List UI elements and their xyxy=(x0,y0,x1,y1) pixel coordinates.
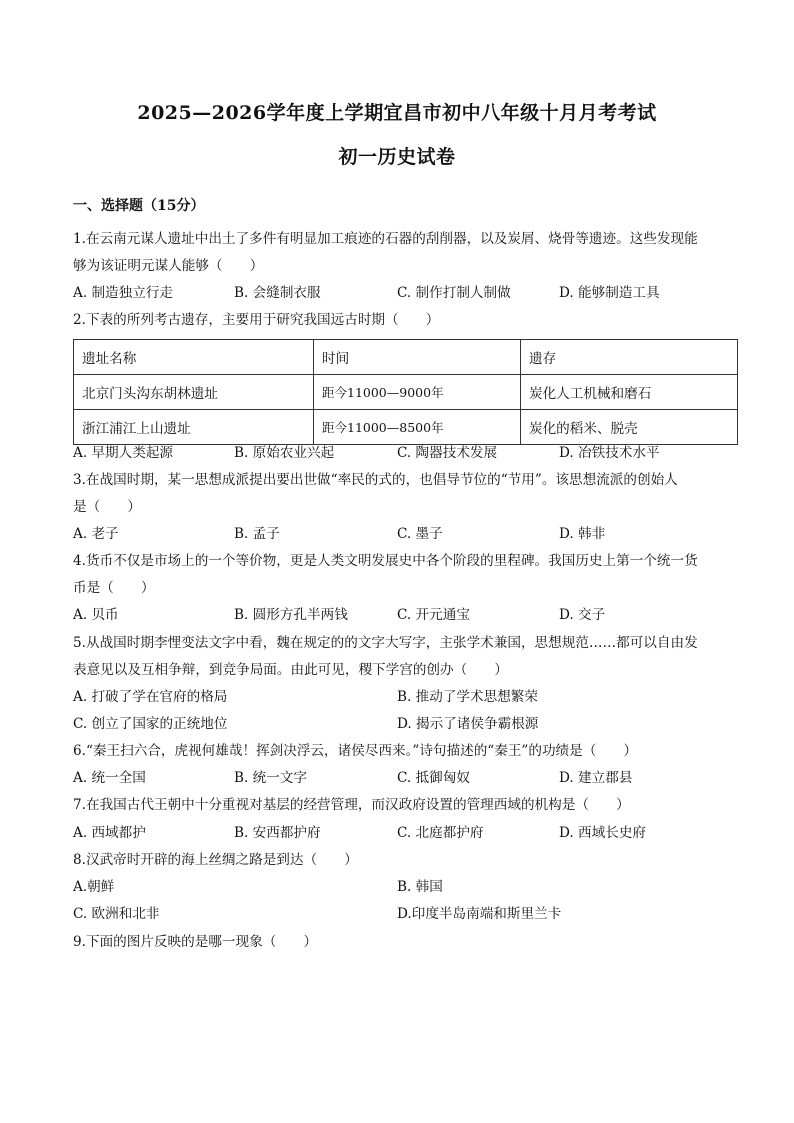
option-d[interactable]: D. 西域长史府 xyxy=(559,825,647,841)
option-d[interactable]: D. 冶铁技术水平 xyxy=(559,445,660,461)
question-7-text xyxy=(73,792,723,819)
question-line: 6.“秦王扫六合，虎视何雄哉！挥剑决浮云，诸侯尽西来。”诗句描述的“秦王”的功绩是（ ） xyxy=(73,743,638,759)
table-row xyxy=(74,375,738,410)
table-header-cell: 时间 xyxy=(314,340,521,375)
option-d[interactable]: D. 揭示了诸侯争霸根源 xyxy=(397,716,539,732)
option-d[interactable]: D. 交子 xyxy=(559,607,606,623)
question-4-text xyxy=(73,548,723,602)
table-cell: 距今11000—9000年 xyxy=(314,375,521,410)
exam-subtitle: 初一历史试卷 xyxy=(338,146,456,168)
question-line: 币是（ ） xyxy=(73,580,155,596)
option-a[interactable]: A. 早期人类起源 xyxy=(73,445,174,461)
option-c[interactable]: C. 创立了国家的正统地位 xyxy=(73,716,228,732)
option-b[interactable]: B. 圆形方孔半两钱 xyxy=(234,607,348,623)
option-d[interactable]: D.印度半岛南端和斯里兰卡 xyxy=(397,906,562,922)
option-c[interactable]: C. 欧洲和北非 xyxy=(73,906,160,922)
section-heading: 一、选择题（15分） xyxy=(73,198,205,214)
option-a[interactable]: A.朝鲜 xyxy=(73,879,115,895)
option-b[interactable]: B. 统一文字 xyxy=(234,770,308,786)
question-line: 5.从战国时期李悝变法文字中看，魏在规定的的文字大写字，主张学术兼国，思想规范……都可以自由发 xyxy=(73,635,698,651)
option-b[interactable]: B. 推动了学术思想繁荣 xyxy=(397,689,538,705)
table-cell: 北京门头沟东胡林遗址 xyxy=(74,375,314,410)
option-c[interactable]: C. 墨子 xyxy=(397,526,443,542)
question-1-text xyxy=(73,226,723,280)
question-3-options xyxy=(73,521,733,548)
option-c[interactable]: C. 开元通宝 xyxy=(397,607,470,623)
option-c[interactable]: C. 制作打制人制做 xyxy=(397,285,511,301)
table-cell: 浙江浦江上山遗址 xyxy=(74,410,314,445)
question-9-text xyxy=(73,929,723,956)
question-8-options-row1 xyxy=(73,874,733,901)
option-b[interactable]: B. 原始农业兴起 xyxy=(234,445,335,461)
option-a[interactable]: A. 统一全国 xyxy=(73,770,146,786)
table-header-row xyxy=(74,340,738,375)
question-3-text xyxy=(73,467,723,521)
question-line: 够为该证明元谋人能够（ ） xyxy=(73,258,264,274)
question-line: 4.货币不仅是市场上的一个等价物，更是人类文明发展史中各个阶段的里程碑。我国历史上第一个统一货 xyxy=(73,553,698,569)
table-header-cell: 遗址名称 xyxy=(74,340,314,375)
question-line: 8.汉武帝时开辟的海上丝绸之路是到达（ ） xyxy=(73,852,358,868)
archaeology-table xyxy=(73,339,738,445)
question-8-text xyxy=(73,847,723,874)
option-a[interactable]: A. 制造独立行走 xyxy=(73,285,174,301)
question-1-options xyxy=(73,280,733,307)
option-c[interactable]: C. 陶器技术发展 xyxy=(397,445,498,461)
option-b[interactable]: B. 安西都护府 xyxy=(234,825,321,841)
option-c[interactable]: C. 抵御匈奴 xyxy=(397,770,470,786)
option-a[interactable]: A. 贝币 xyxy=(73,607,119,623)
question-line: 3.在战国时期，某一思想成派提出要出世做“率民的式的，也倡导节位的“节用”。该思想流派的创始人 xyxy=(73,472,678,488)
option-a[interactable]: A. 打破了学在官府的格局 xyxy=(73,689,228,705)
question-line: 1.在云南元谋人遗址中出土了多件有明显加工痕迹的石器的刮削器，以及炭屑、烧骨等遗迹。这些发现能 xyxy=(73,231,698,247)
question-line: 2.下表的所列考古遗存，主要用于研究我国远古时期（ ） xyxy=(73,312,440,328)
option-a[interactable]: A. 西域都护 xyxy=(73,825,146,841)
question-5-options-row1 xyxy=(73,684,733,711)
question-7-options xyxy=(73,820,733,847)
question-line: 7.在我国古代王朝中十分重视对基层的经营管理，而汉政府设置的管理西域的机构是（ ） xyxy=(73,797,630,813)
exam-title: 2025—2026学年度上学期宜昌市初中八年级十月月考考试 xyxy=(137,102,657,124)
question-5-text xyxy=(73,630,723,684)
question-5-options-row2 xyxy=(73,711,733,738)
table-header-cell: 遗存 xyxy=(521,340,738,375)
table-cell: 炭化的稻米、脱壳 xyxy=(521,410,738,445)
question-line: 表意见以及互相争辩，到竞争局面。由此可见，稷下学宫的创办（ ） xyxy=(73,662,508,678)
option-b[interactable]: B. 韩国 xyxy=(397,879,443,895)
question-6-options xyxy=(73,765,733,792)
option-b[interactable]: B. 孟子 xyxy=(234,526,280,542)
option-b[interactable]: B. 会缝制衣服 xyxy=(234,285,321,301)
question-4-options xyxy=(73,602,733,629)
question-2-text xyxy=(73,307,723,334)
table-cell: 炭化人工机械和磨石 xyxy=(521,375,738,410)
option-d[interactable]: D. 能够制造工具 xyxy=(559,285,660,301)
question-2-options xyxy=(73,440,733,467)
table-cell: 距今11000—8500年 xyxy=(314,410,521,445)
option-c[interactable]: C. 北庭都护府 xyxy=(397,825,484,841)
question-8-options-row2 xyxy=(73,901,733,928)
option-a[interactable]: A. 老子 xyxy=(73,526,119,542)
question-line: 是（ ） xyxy=(73,499,141,515)
option-d[interactable]: D. 韩非 xyxy=(559,526,606,542)
question-6-text xyxy=(73,738,723,765)
question-line: 9.下面的图片反映的是哪一现象（ ） xyxy=(73,934,318,950)
option-d[interactable]: D. 建立郡县 xyxy=(559,770,633,786)
